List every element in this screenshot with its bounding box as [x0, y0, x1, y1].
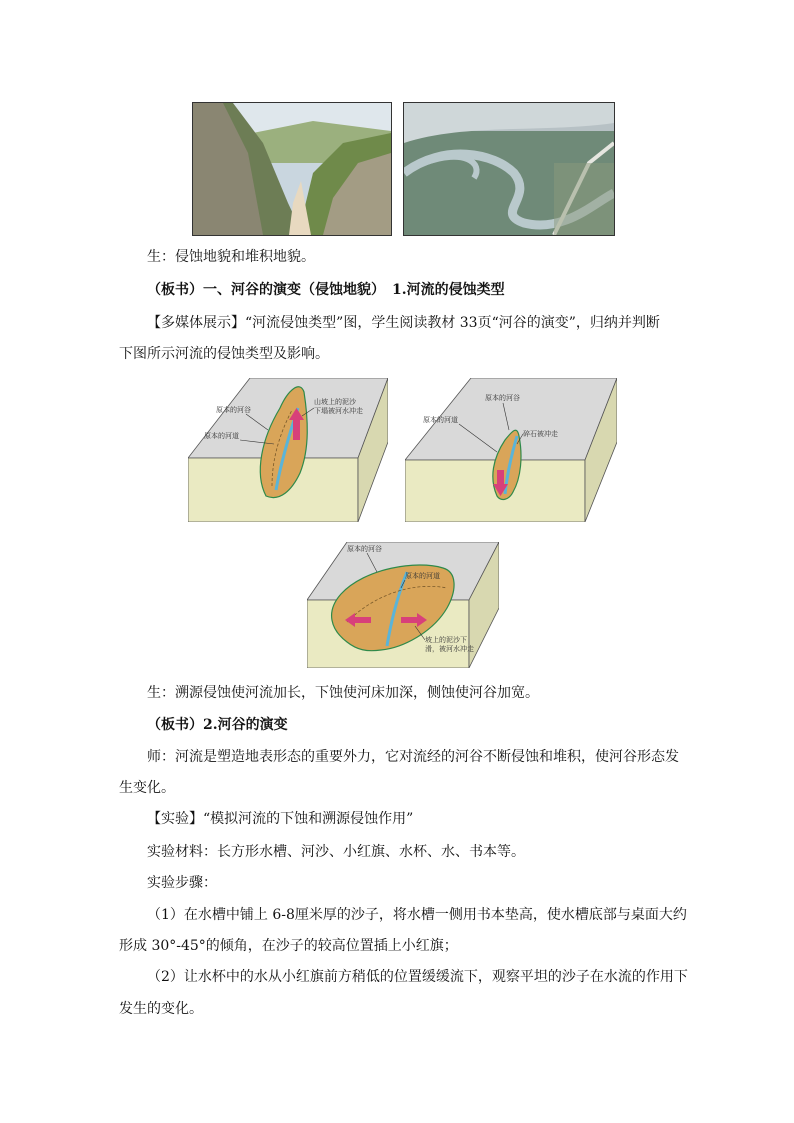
paragraph-11a: （2）让水杯中的水从小红旗前方稍低的位置缓缓流下，观察平坦的沙子在水流的作用下 [147, 969, 688, 985]
paragraph-9: 实验步骤： [147, 875, 217, 891]
paragraph-7: 【实验】“模拟河流的下蚀和溯源侵蚀作用” [147, 811, 414, 827]
paragraph-1: 生：侵蚀地貌和堆积地貌。 [147, 249, 315, 265]
paragraph-10a: （1）在水槽中铺上 6-8厘米厚的沙子，将水槽一侧用书本垫高，使水槽底部与桌面大约 [147, 907, 687, 923]
paragraph-8: 实验材料：长方形水槽、河沙、小红旗、水杯、水、书本等。 [147, 844, 525, 860]
paragraph-11b: 发生的变化。 [119, 1001, 203, 1017]
fig2-label-valley: 原本的河谷 [485, 394, 520, 402]
fig1-label-channel: 原本的河道 [204, 432, 239, 440]
canyon-photo [192, 102, 392, 236]
fig1-label-valley: 原本的河谷 [216, 406, 251, 414]
fig1-label-note-2: 下塌被河水冲走 [314, 407, 363, 415]
paragraph-4: 生：溯源侵蚀使河流加长，下蚀使河床加深，侧蚀使河谷加宽。 [147, 685, 539, 701]
paragraph-3a: 【多媒体展示】“河流侵蚀类型”图，学生阅读教材 33页“河谷的演变”，归纳并判断 [147, 315, 660, 331]
figure-erosion-2 [405, 378, 617, 522]
figure-erosion-3 [307, 542, 499, 668]
fig3-label-note-1: 坡上的泥沙下 [425, 636, 467, 644]
fig1-label-note-1: 山坡上的泥沙 [314, 398, 356, 406]
fig3-label-channel: 原本的河道 [405, 572, 440, 580]
blackboard-heading-2: （板书）2.河谷的演变 [147, 717, 288, 733]
fig2-label-note: 碎石被冲走 [523, 430, 558, 438]
fig3-label-valley: 原本的河谷 [347, 545, 382, 553]
meander-photo [403, 102, 615, 236]
fig3-label-note-2: 滑，被河水冲走 [425, 645, 474, 653]
paragraph-6b: 生变化。 [119, 780, 175, 796]
paragraph-10b: 形成 30°-45°的倾角，在沙子的较高位置插上小红旗； [119, 938, 458, 954]
blackboard-heading-1: （板书）一、河谷的演变（侵蚀地貌） 1.河流的侵蚀类型 [147, 282, 505, 298]
paragraph-3b: 下图所示河流的侵蚀类型及影响。 [119, 346, 329, 362]
figure-erosion-1 [188, 378, 388, 522]
paragraph-6a: 师：河流是塑造地表形态的重要外力，它对流经的河谷不断侵蚀和堆积，使河谷形态发 [147, 749, 679, 765]
fig2-label-channel: 原本的河道 [423, 416, 458, 424]
